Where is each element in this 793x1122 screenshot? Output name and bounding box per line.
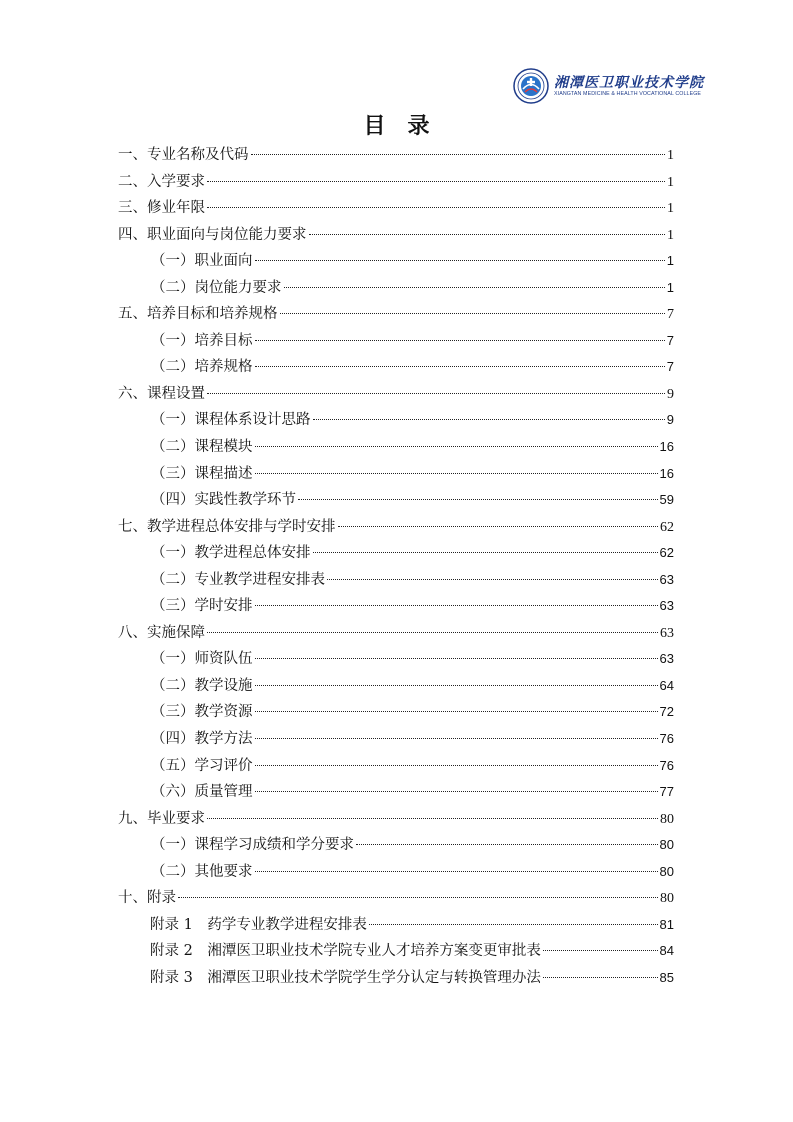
toc-entry-page-number: 1 — [667, 174, 674, 190]
toc-dot-leader — [313, 552, 658, 553]
toc-entry-page-number: 1 — [667, 227, 674, 243]
toc-entry[interactable] — [118, 195, 674, 222]
toc-entry-page-number: 63 — [659, 651, 674, 667]
toc-dot-leader — [255, 685, 658, 686]
toc-dot-leader — [255, 340, 665, 341]
toc-entry-page-number: 62 — [659, 545, 674, 561]
toc-entry-title: 附录 1 药学专业教学进程安排表 — [150, 916, 367, 933]
toc-entry-title: （一）教学进程总体安排 — [151, 545, 311, 562]
toc-entry-page-number: 7 — [666, 359, 674, 375]
toc-entry-page-number: 64 — [659, 677, 674, 693]
toc-entry-page-number: 63 — [659, 598, 674, 614]
toc-dot-leader — [309, 234, 666, 235]
college-logo — [513, 66, 704, 106]
toc-entry-title: （一）课程学习成绩和学分要求 — [151, 837, 354, 854]
toc-entry-title: （三）课程描述 — [151, 465, 253, 482]
toc-entry-page-number: 16 — [659, 439, 674, 455]
toc-entry[interactable] — [118, 912, 674, 939]
toc-entry[interactable] — [118, 142, 674, 169]
toc-entry[interactable] — [118, 938, 674, 965]
toc-entry[interactable] — [118, 328, 674, 355]
toc-entry-page-number: 59 — [659, 492, 674, 508]
toc-entry-page-number: 1 — [666, 253, 674, 269]
toc-entry[interactable] — [118, 301, 674, 328]
toc-entry-title: （二）课程模块 — [151, 439, 253, 456]
toc-entry-page-number: 81 — [659, 916, 674, 932]
toc-entry-page-number: 80 — [660, 811, 674, 827]
toc-dot-leader — [255, 765, 658, 766]
toc-entry-title: 八、实施保障 — [118, 624, 205, 641]
toc-entry[interactable] — [118, 567, 674, 594]
toc-entry-page-number: 1 — [666, 279, 674, 295]
college-emblem-icon — [513, 68, 549, 104]
toc-entry-title: 十、附录 — [118, 890, 176, 907]
toc-dot-leader — [255, 791, 658, 792]
logo-english-name: XIANGTAN MEDICINE & HEALTH VOCATIONAL COLLEGE — [554, 90, 702, 97]
toc-dot-leader — [255, 446, 658, 447]
toc-entry-page-number: 7 — [667, 307, 674, 323]
toc-entry-page-number: 80 — [659, 863, 674, 879]
toc-entry-title: 附录 2 湘潭医卫职业技术学院专业人才培养方案变更审批表 — [150, 943, 541, 960]
toc-entry-page-number: 76 — [659, 757, 674, 773]
toc-dot-leader — [207, 818, 658, 819]
toc-entry[interactable] — [118, 275, 674, 302]
toc-entry-page-number: 9 — [666, 412, 674, 428]
toc-dot-leader — [543, 950, 658, 951]
toc-dot-leader — [255, 658, 658, 659]
toc-entry-page-number: 63 — [659, 571, 674, 587]
toc-entry-title: 五、培养目标和培养规格 — [118, 306, 278, 323]
toc-entry-page-number: 9 — [667, 386, 674, 402]
toc-entry-title: （一）培养目标 — [151, 332, 253, 349]
toc-entry[interactable] — [118, 407, 674, 434]
toc-dot-leader — [207, 393, 665, 394]
toc-entry[interactable] — [118, 514, 674, 541]
toc-entry-title: （二）其他要求 — [151, 863, 253, 880]
toc-entry[interactable] — [118, 381, 674, 408]
toc-entry-title: （二）培养规格 — [151, 359, 253, 376]
toc-entry[interactable] — [118, 593, 674, 620]
toc-dot-leader — [543, 977, 658, 978]
toc-entry-title: （一）课程体系设计思路 — [151, 412, 311, 429]
toc-entry[interactable] — [118, 169, 674, 196]
toc-entry-page-number: 80 — [659, 837, 674, 853]
page-title: 目录 — [363, 114, 452, 139]
toc-entry-page-number: 63 — [660, 625, 674, 641]
toc-entry-title: 六、课程设置 — [118, 385, 205, 402]
toc-dot-leader — [284, 287, 665, 288]
toc-dot-leader — [207, 207, 665, 208]
toc-dot-leader — [298, 499, 658, 500]
toc-entry-page-number: 84 — [659, 943, 674, 959]
toc-entry[interactable] — [118, 753, 674, 780]
toc-entry-title: （四）教学方法 — [151, 731, 253, 748]
toc-entry[interactable] — [118, 620, 674, 647]
toc-dot-leader — [313, 419, 665, 420]
toc-entry[interactable] — [118, 885, 674, 912]
toc-entry[interactable] — [118, 726, 674, 753]
toc-entry-title: 七、教学进程总体安排与学时安排 — [118, 518, 336, 535]
toc-entry-page-number: 77 — [659, 784, 674, 800]
toc-entry-title: （一）职业面向 — [151, 253, 253, 270]
toc-entry[interactable] — [118, 859, 674, 886]
logo-chinese-name: 湘潭医卫职业技术学院 — [554, 74, 704, 91]
toc-entry-page-number: 16 — [659, 465, 674, 481]
toc-dot-leader — [356, 844, 658, 845]
toc-dot-leader — [255, 738, 658, 739]
toc-entry[interactable] — [118, 487, 674, 514]
toc-entry-title: （二）岗位能力要求 — [151, 279, 282, 296]
toc-dot-leader — [280, 313, 666, 314]
toc-entry-title: （三）学时安排 — [151, 598, 253, 615]
toc-entry[interactable] — [118, 248, 674, 275]
toc-entry-title: 附录 3 湘潭医卫职业技术学院学生学分认定与转换管理办法 — [150, 969, 541, 986]
toc-dot-leader — [255, 260, 665, 261]
toc-entry-title: （六）质量管理 — [151, 784, 253, 801]
table-of-contents — [118, 142, 674, 992]
toc-entry[interactable] — [118, 461, 674, 488]
toc-entry-page-number: 62 — [660, 519, 674, 535]
toc-entry-page-number: 1 — [667, 201, 674, 217]
toc-entry[interactable] — [118, 779, 674, 806]
toc-entry-title: （二）专业教学进程安排表 — [151, 571, 325, 588]
toc-entry-page-number: 1 — [667, 148, 674, 163]
toc-entry-page-number: 76 — [659, 731, 674, 747]
toc-entry[interactable] — [118, 434, 674, 461]
toc-entry[interactable] — [118, 354, 674, 381]
toc-dot-leader — [255, 711, 658, 712]
toc-dot-leader — [327, 579, 658, 580]
toc-entry-title: （二）教学设施 — [151, 677, 253, 694]
toc-dot-leader — [251, 154, 666, 155]
toc-entry[interactable] — [118, 699, 674, 726]
toc-entry[interactable] — [118, 965, 674, 992]
toc-dot-leader — [207, 181, 665, 182]
toc-entry[interactable] — [118, 222, 674, 249]
toc-entry-title: （一）师资队伍 — [151, 651, 253, 668]
toc-dot-leader — [178, 897, 658, 898]
toc-dot-leader — [255, 473, 658, 474]
toc-entry-title: （五）学习评价 — [151, 757, 253, 774]
toc-entry[interactable] — [118, 673, 674, 700]
toc-entry-title: （三）教学资源 — [151, 704, 253, 721]
toc-dot-leader — [255, 605, 658, 606]
toc-dot-leader — [338, 526, 659, 527]
toc-entry-title: 一、专业名称及代码 — [118, 147, 249, 163]
toc-entry-page-number: 80 — [660, 891, 674, 907]
toc-entry-title: （四）实践性教学环节 — [151, 492, 296, 509]
toc-entry[interactable] — [118, 806, 674, 833]
toc-entry-title: 二、入学要求 — [118, 173, 205, 190]
toc-entry-title: 三、修业年限 — [118, 200, 205, 217]
toc-dot-leader — [207, 632, 658, 633]
toc-dot-leader — [369, 924, 658, 925]
toc-entry-page-number: 7 — [666, 332, 674, 348]
toc-entry[interactable] — [118, 646, 674, 673]
toc-entry[interactable] — [118, 832, 674, 859]
toc-entry-title: 四、职业面向与岗位能力要求 — [118, 226, 307, 243]
toc-entry[interactable] — [118, 540, 674, 567]
toc-entry-title: 九、毕业要求 — [118, 810, 205, 827]
toc-dot-leader — [255, 366, 665, 367]
toc-dot-leader — [255, 871, 658, 872]
toc-entry-page-number: 72 — [659, 704, 674, 720]
toc-entry-page-number: 85 — [659, 969, 674, 985]
